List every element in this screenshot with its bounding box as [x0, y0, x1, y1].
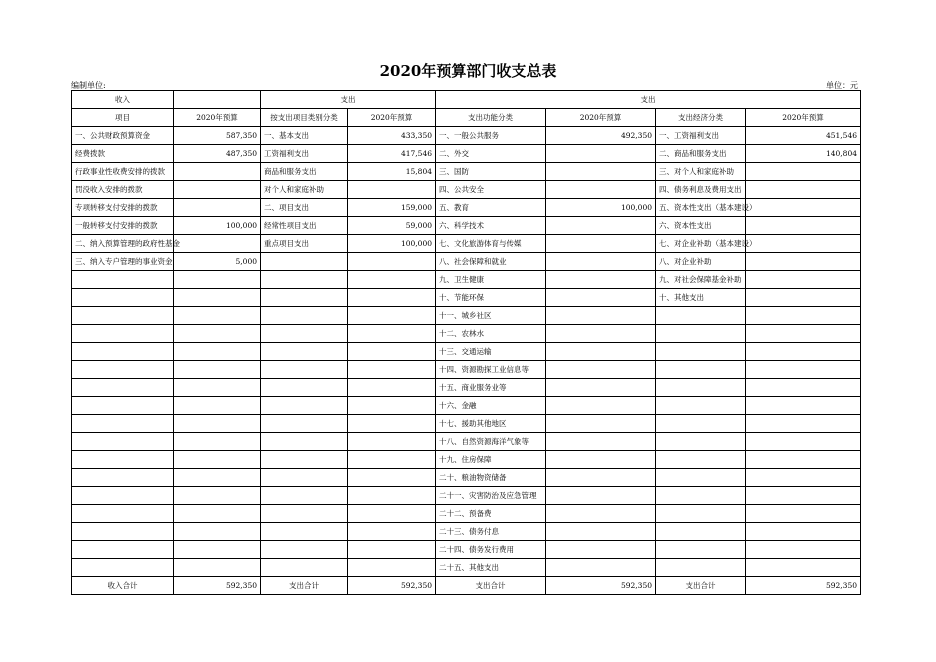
table-cell: 工资福利支出	[261, 145, 348, 163]
table-cell: 八、对企业补助	[656, 253, 746, 271]
table-cell: 487,350	[174, 145, 261, 163]
table-cell	[746, 343, 861, 361]
table-cell	[174, 469, 261, 487]
table-cell	[72, 397, 174, 415]
header-expense-by-function: 支出	[436, 91, 861, 109]
table-cell	[261, 433, 348, 451]
table-cell: 433,350	[348, 127, 436, 145]
table-cell	[746, 469, 861, 487]
table-cell	[546, 271, 656, 289]
table-cell	[546, 163, 656, 181]
table-cell: 451,546	[746, 127, 861, 145]
table-cell	[746, 289, 861, 307]
table-cell	[72, 307, 174, 325]
table-cell	[546, 145, 656, 163]
header-by-function: 支出功能分类	[436, 109, 546, 127]
table-cell: 一、公共财政预算资金	[72, 127, 174, 145]
table-cell	[746, 487, 861, 505]
table-row	[72, 361, 861, 379]
table-cell	[174, 181, 261, 199]
table-cell: 三、纳入专户管理的事业资金	[72, 253, 174, 271]
table-cell: 159,000	[348, 199, 436, 217]
table-cell	[656, 469, 746, 487]
table-cell: 四、公共安全	[436, 181, 546, 199]
table-cell	[546, 361, 656, 379]
table-cell: 经费拨款	[72, 145, 174, 163]
table-cell	[348, 415, 436, 433]
table-cell	[746, 505, 861, 523]
table-row	[72, 235, 861, 253]
table-cell	[746, 271, 861, 289]
table-row	[72, 271, 861, 289]
header-category-budget: 2020年预算	[348, 109, 436, 127]
table-cell: 二十二、预备费	[436, 505, 546, 523]
table-cell: 十六、金融	[436, 397, 546, 415]
table-cell	[174, 271, 261, 289]
table-cell: 587,350	[174, 127, 261, 145]
table-cell	[72, 379, 174, 397]
table-cell	[546, 559, 656, 577]
table-cell	[261, 397, 348, 415]
table-cell	[546, 487, 656, 505]
table-cell	[348, 469, 436, 487]
table-cell	[348, 451, 436, 469]
table-row	[72, 505, 861, 523]
table-cell: 二、外交	[436, 145, 546, 163]
table-cell: 二、纳入预算管理的政府性基金	[72, 235, 174, 253]
table-row	[72, 559, 861, 577]
table-cell	[746, 397, 861, 415]
header-income: 收入	[72, 91, 174, 109]
header-item: 项目	[72, 109, 174, 127]
table-cell: 十四、资源勘探工业信息等	[436, 361, 546, 379]
table-row	[72, 379, 861, 397]
table-cell: 59,000	[348, 217, 436, 235]
table-cell: 十、节能环保	[436, 289, 546, 307]
table-cell	[656, 379, 746, 397]
table-cell	[174, 379, 261, 397]
table-cell: 十三、交通运输	[436, 343, 546, 361]
table-cell: 六、科学技术	[436, 217, 546, 235]
table-cell	[746, 253, 861, 271]
table-cell: 专项转移支付安排的拨款	[72, 199, 174, 217]
table-cell: 十九、住房保障	[436, 451, 546, 469]
table-cell: 七、文化旅游体育与传媒	[436, 235, 546, 253]
table-cell	[348, 307, 436, 325]
table-cell: 经常性项目支出	[261, 217, 348, 235]
header-row-2	[72, 109, 861, 127]
table-cell	[72, 487, 174, 505]
header-row-1	[72, 91, 861, 109]
table-cell	[546, 415, 656, 433]
table-row	[72, 289, 861, 307]
table-cell	[72, 433, 174, 451]
total-value: 592,350	[546, 577, 656, 595]
table-cell	[261, 379, 348, 397]
table-row	[72, 469, 861, 487]
table-cell: 5,000	[174, 253, 261, 271]
table-cell	[348, 433, 436, 451]
table-cell: 二十、粮油物资储备	[436, 469, 546, 487]
table-cell	[261, 451, 348, 469]
table-cell	[174, 343, 261, 361]
table-cell	[746, 361, 861, 379]
total-label: 收入合计	[72, 577, 174, 595]
table-cell: 八、社会保障和就业	[436, 253, 546, 271]
table-cell	[261, 523, 348, 541]
table-cell	[174, 505, 261, 523]
page-title: 2020年预算部门收支总表	[379, 62, 557, 80]
table-cell	[746, 523, 861, 541]
table-row	[72, 451, 861, 469]
table-cell: 十五、商业服务业等	[436, 379, 546, 397]
table-cell	[348, 361, 436, 379]
table-cell	[546, 253, 656, 271]
table-cell	[174, 559, 261, 577]
table-cell	[348, 505, 436, 523]
table-cell	[261, 307, 348, 325]
budget-summary-table	[71, 90, 861, 595]
table-row	[72, 325, 861, 343]
table-cell	[174, 451, 261, 469]
table-cell	[72, 469, 174, 487]
header-expense-by-item: 支出	[261, 91, 436, 109]
table-cell	[746, 163, 861, 181]
table-cell	[174, 541, 261, 559]
table-cell	[261, 559, 348, 577]
table-cell	[746, 235, 861, 253]
total-value: 592,350	[348, 577, 436, 595]
table-cell	[746, 199, 861, 217]
table-cell	[72, 325, 174, 343]
table-cell: 九、对社会保障基金补助	[656, 271, 746, 289]
table-cell	[746, 379, 861, 397]
table-cell	[261, 541, 348, 559]
currency-unit-label: 单位：元	[826, 81, 858, 90]
table-cell	[656, 541, 746, 559]
table-cell: 140,804	[746, 145, 861, 163]
table-cell	[261, 343, 348, 361]
table-row	[72, 343, 861, 361]
table-cell	[348, 397, 436, 415]
table-cell: 十一、城乡社区	[436, 307, 546, 325]
table-cell	[261, 487, 348, 505]
table-cell: 罚没收入安排的拨款	[72, 181, 174, 199]
table-cell: 十七、援助其他地区	[436, 415, 546, 433]
table-cell	[72, 343, 174, 361]
table-cell	[261, 361, 348, 379]
table-cell: 15,804	[348, 163, 436, 181]
table-cell	[348, 289, 436, 307]
table-cell	[174, 433, 261, 451]
table-cell	[656, 523, 746, 541]
table-cell	[348, 541, 436, 559]
table-row	[72, 217, 861, 235]
table-cell	[174, 523, 261, 541]
table-cell: 492,350	[546, 127, 656, 145]
table-cell: 商品和服务支出	[261, 163, 348, 181]
table-row	[72, 253, 861, 271]
table-cell	[656, 505, 746, 523]
table-cell: 七、对企业补助（基本建设）	[656, 235, 746, 253]
table-cell	[546, 433, 656, 451]
table-cell	[348, 523, 436, 541]
total-label: 支出合计	[261, 577, 348, 595]
table-cell: 对个人和家庭补助	[261, 181, 348, 199]
table-cell	[72, 271, 174, 289]
table-row	[72, 415, 861, 433]
table-cell	[546, 505, 656, 523]
table-cell: 四、债务利息及费用支出	[656, 181, 746, 199]
table-cell	[261, 505, 348, 523]
table-row	[72, 433, 861, 451]
table-cell: 二、项目支出	[261, 199, 348, 217]
table-cell	[348, 253, 436, 271]
table-cell	[348, 181, 436, 199]
table-cell: 100,000	[348, 235, 436, 253]
table-cell	[656, 415, 746, 433]
header-by-category: 按支出项目类别分类	[261, 109, 348, 127]
table-cell	[348, 559, 436, 577]
table-cell: 三、对个人和家庭补助	[656, 163, 746, 181]
table-cell: 二十四、债务发行费用	[436, 541, 546, 559]
table-cell	[261, 469, 348, 487]
table-cell: 417,546	[348, 145, 436, 163]
table-cell: 十二、农林水	[436, 325, 546, 343]
table-cell	[546, 307, 656, 325]
table-cell	[261, 271, 348, 289]
table-cell	[348, 487, 436, 505]
table-cell	[174, 487, 261, 505]
table-row	[72, 397, 861, 415]
header-economic-budget: 2020年预算	[746, 109, 861, 127]
table-cell	[546, 217, 656, 235]
table-cell	[546, 181, 656, 199]
total-value: 592,350	[174, 577, 261, 595]
table-cell: 十、其他支出	[656, 289, 746, 307]
table-cell	[746, 451, 861, 469]
header-function-budget: 2020年预算	[546, 109, 656, 127]
total-label: 支出合计	[656, 577, 746, 595]
table-cell	[546, 379, 656, 397]
table-cell	[72, 523, 174, 541]
table-row	[72, 541, 861, 559]
table-cell: 100,000	[546, 199, 656, 217]
table-cell	[546, 541, 656, 559]
table-cell: 一、一般公共服务	[436, 127, 546, 145]
table-cell	[72, 415, 174, 433]
table-cell	[546, 235, 656, 253]
table-cell	[348, 379, 436, 397]
table-cell	[261, 325, 348, 343]
table-row	[72, 181, 861, 199]
table-cell	[546, 523, 656, 541]
table-cell	[174, 235, 261, 253]
table-cell	[261, 253, 348, 271]
table-cell	[174, 361, 261, 379]
table-cell: 九、卫生健康	[436, 271, 546, 289]
total-label: 支出合计	[436, 577, 546, 595]
table-cell	[72, 289, 174, 307]
table-cell: 三、国防	[436, 163, 546, 181]
table-cell	[746, 217, 861, 235]
table-row	[72, 523, 861, 541]
table-cell	[656, 361, 746, 379]
table-cell: 100,000	[174, 217, 261, 235]
table-cell	[656, 325, 746, 343]
table-row	[72, 199, 861, 217]
table-cell	[546, 451, 656, 469]
table-row	[72, 487, 861, 505]
compile-unit-label: 编制单位:	[71, 81, 106, 90]
table-cell	[546, 289, 656, 307]
header-income-budget: 2020年预算	[174, 109, 261, 127]
table-cell	[348, 343, 436, 361]
table-cell	[174, 163, 261, 181]
table-cell	[174, 289, 261, 307]
table-cell	[72, 505, 174, 523]
table-cell: 二十五、其他支出	[436, 559, 546, 577]
table-cell	[656, 343, 746, 361]
table-cell: 六、资本性支出	[656, 217, 746, 235]
table-cell	[746, 541, 861, 559]
table-cell: 重点项目支出	[261, 235, 348, 253]
table-cell	[546, 325, 656, 343]
table-cell	[174, 307, 261, 325]
table-cell	[656, 451, 746, 469]
table-cell: 五、教育	[436, 199, 546, 217]
table-cell	[174, 199, 261, 217]
table-cell: 一、工资福利支出	[656, 127, 746, 145]
table-cell	[746, 307, 861, 325]
table-cell	[746, 325, 861, 343]
table-cell	[656, 487, 746, 505]
table-cell	[72, 361, 174, 379]
table-cell	[174, 415, 261, 433]
totals-row	[72, 577, 861, 595]
table-row	[72, 127, 861, 145]
table-row	[72, 145, 861, 163]
table-cell	[746, 415, 861, 433]
table-cell	[174, 325, 261, 343]
table-cell	[656, 433, 746, 451]
table-cell	[348, 271, 436, 289]
header-by-economic: 支出经济分类	[656, 109, 746, 127]
table-cell: 二十一、灾害防治及应急管理	[436, 487, 546, 505]
table-cell	[746, 559, 861, 577]
table-cell: 二、商品和服务支出	[656, 145, 746, 163]
table-cell: 十八、自然资源海洋气象等	[436, 433, 546, 451]
table-cell	[656, 397, 746, 415]
table-cell	[546, 397, 656, 415]
table-cell	[72, 559, 174, 577]
table-cell	[656, 307, 746, 325]
table-cell	[261, 289, 348, 307]
table-row	[72, 163, 861, 181]
table-cell: 五、资本性支出（基本建设）	[656, 199, 746, 217]
total-value: 592,350	[746, 577, 861, 595]
table-cell: 二十三、债务付息	[436, 523, 546, 541]
table-cell	[746, 181, 861, 199]
table-cell: 行政事业性收费安排的拨款	[72, 163, 174, 181]
table-cell	[746, 433, 861, 451]
table-cell	[72, 451, 174, 469]
table-cell	[656, 559, 746, 577]
table-cell: 一、基本支出	[261, 127, 348, 145]
table-cell	[546, 469, 656, 487]
table-cell: 一般转移支付安排的拨款	[72, 217, 174, 235]
table-cell	[72, 541, 174, 559]
table-cell	[348, 325, 436, 343]
table-cell	[261, 415, 348, 433]
table-cell	[174, 397, 261, 415]
table-row	[72, 307, 861, 325]
table-cell	[546, 343, 656, 361]
